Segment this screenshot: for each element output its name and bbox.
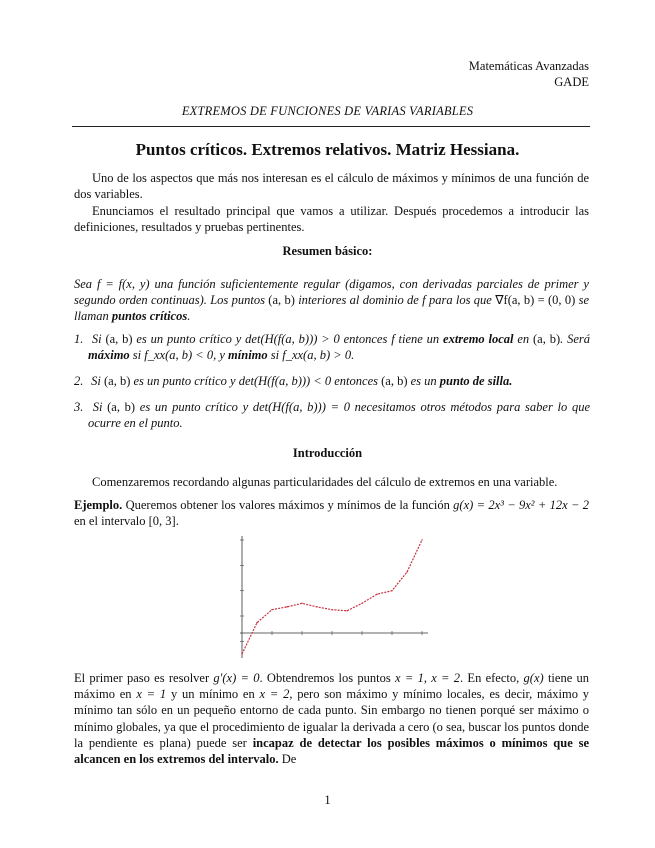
explanation-paragraph: El primer paso es resolver g′(x) = 0. Obtendremos los puntos x = 1, x = 2. En efecto, g(x) tiene un máximo en x = 1 y un mínimo en x = 2, pero son máximo y mínimo locales, es decir, máximo y mínimo tan sólo en un pequeño entorno de cada punto. Sin embargo no tienen porqué ser máximo o mínimo globales, ya que el procedimiento de igualar la derivada a cero (o sea, buscar los puntos donde la pendiente es plana) puede ser incapaz de detectar los posibles máximos o mínimos que se alcancen en los extremos del intervalo. De — [74, 671, 590, 767]
data-point — [376, 594, 377, 595]
page-number: 1 — [324, 793, 331, 807]
data-point — [271, 609, 272, 610]
data-point — [286, 606, 287, 607]
summary-item-1: 1. Si (a, b) es un punto crítico y det(H(f(a, b))) > 0 entonces f tiene un extremo local en (a, b). Será máximo si f_xx(a, b) < 0, y mínimo si f_xx(a, b) > 0. — [74, 332, 590, 363]
data-point — [316, 606, 317, 607]
intro-paragraph-2: Enunciamos el resultado principal que vamos a utilizar. Después procedemos a introducir las definiciones, resultados y pruebas pertinentes. — [74, 204, 589, 235]
course-subject: Matemáticas Avanzadas — [468, 59, 589, 73]
summary-heading: Resumen básico: — [282, 244, 373, 258]
page-title: Puntos críticos. Extremos relativos. Matriz Hessiana. — [135, 140, 520, 159]
introduction-heading: Introducción — [292, 446, 363, 460]
data-point — [301, 603, 302, 604]
data-point — [241, 653, 242, 654]
data-point — [361, 603, 362, 604]
introduction-paragraph-1: Comenzaremos recordando algunas particularidades del cálculo de extremos en una variable. — [92, 475, 558, 489]
header-rule — [72, 126, 590, 127]
data-point — [421, 539, 422, 540]
summary-statement: Sea f = f(x, y) una función suficientemente regular (digamos, con derivadas parciales de primer y segundo orden continuas). Los puntos (a, b) interiores al dominio de f para los que ∇f(a, b) = (0, 0) se llaman puntos críticos. — [74, 277, 590, 324]
data-point — [391, 590, 392, 591]
function-plot — [232, 536, 428, 658]
example-paragraph: Ejemplo. Queremos obtener los valores máximos y mínimos de la función g(x) = 2x³ − 9x² + 12x − 2 en el intervalo [0, 3]. — [74, 498, 589, 529]
data-point — [346, 610, 347, 611]
series-line — [242, 540, 422, 654]
data-point — [256, 622, 257, 623]
data-point — [331, 609, 332, 610]
data-point — [406, 571, 407, 572]
chapter-title: EXTREMOS DE FUNCIONES DE VARIAS VARIABLES — [181, 104, 474, 118]
summary-item-3: 3. Si (a, b) es un punto crítico y det(H(f(a, b))) = 0 necesitamos otros métodos para saber lo que ocurre en el punto. — [74, 400, 590, 431]
intro-paragraph-1: Uno de los aspectos que más nos interesan es el cálculo de máximos y mínimos de una función de dos variables. — [74, 171, 589, 202]
summary-item-2: 2. Si (a, b) es un punto crítico y det(H(f(a, b))) < 0 entonces (a, b) es un punto de silla. — [74, 374, 513, 388]
course-grade: GADE — [554, 75, 589, 89]
